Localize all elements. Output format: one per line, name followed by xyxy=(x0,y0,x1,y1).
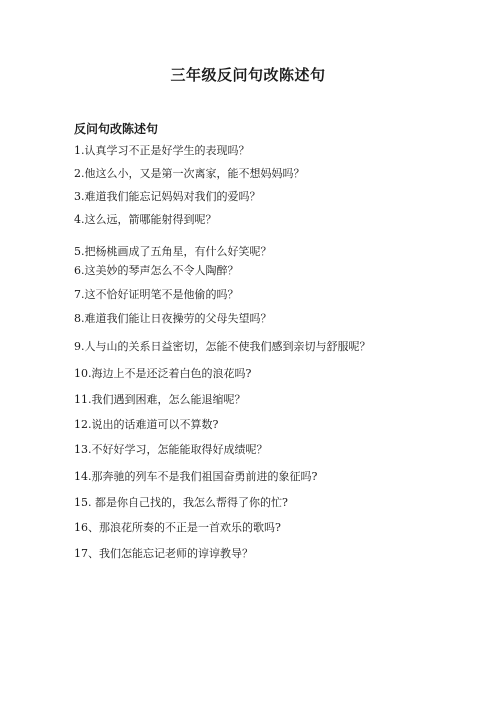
sentence-item: 16、那浪花所奏的不正是一首欢乐的歌吗? xyxy=(74,521,281,534)
document-title: 三年级反问句改陈述句 xyxy=(170,66,326,84)
sentence-item: 8.难道我们能让日夜操劳的父母失望吗？ xyxy=(74,312,272,325)
sentence-item: 4.这么远，箭哪能射得到呢？ xyxy=(74,213,217,226)
sentence-item: 17、我们怎能忘记老师的谆谆教导？ xyxy=(74,547,253,560)
sentence-item: 15. 都是你自己找的，我怎么帮得了你的忙? xyxy=(74,496,288,509)
sentence-item: 6.这美妙的琴声怎么不令人陶醉？ xyxy=(74,264,239,277)
sentence-item: 13.不好好学习，怎能能取得好成绩呢？ xyxy=(74,443,268,456)
sentence-item: 11.我们遇到困难，怎么能退缩呢？ xyxy=(74,393,246,406)
sentence-item: 14.那奔驰的列车不是我们祖国奋勇前进的象征吗? xyxy=(74,470,318,483)
sentence-item: 2.他这么小，又是第一次离家，能不想妈妈吗？ xyxy=(74,167,305,180)
section-heading: 反问句改陈述句 xyxy=(74,122,159,136)
sentence-item: 5.把杨桃画成了五角星，有什么好笑呢？ xyxy=(74,245,272,258)
sentence-item: 3.难道我们能忘记妈妈对我们的爱吗？ xyxy=(74,190,261,203)
sentence-item: 10.海边上不是还泛着白色的浪花吗? xyxy=(74,367,252,380)
sentence-item: 12.说出的话难道可以不算数? xyxy=(74,418,219,431)
sentence-item: 1.认真学习不正是好学生的表现吗？ xyxy=(74,144,250,157)
sentence-item: 7.这不恰好证明笔不是他偷的吗？ xyxy=(74,288,239,301)
sentence-item: 9.人与山的关系日益密切，怎能不使我们感到亲切与舒服呢？ xyxy=(74,340,371,353)
